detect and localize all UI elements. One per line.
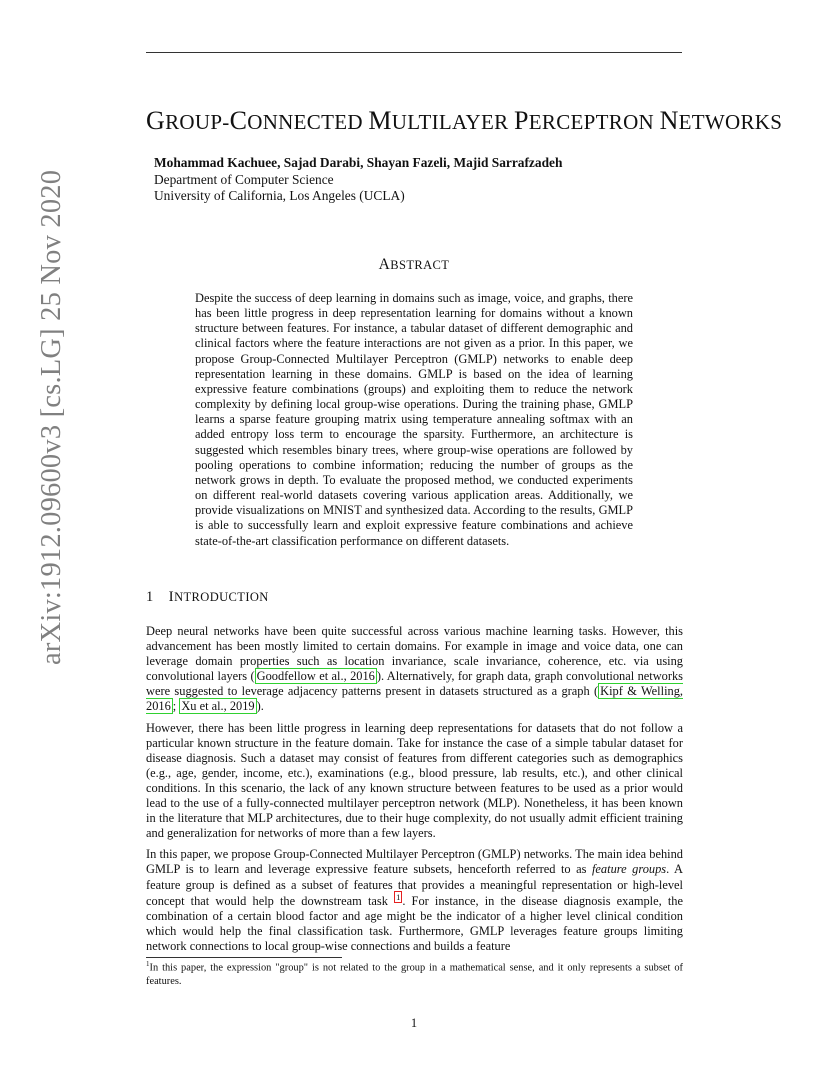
heading-rest: NTRODUCTION [174,590,269,604]
introduction-body [146,624,683,960]
header-rule [146,52,682,53]
section-heading-introduction [146,589,269,606]
text-run: . A feature group is defined as a subset of features that provides a meaningful representation or high-level concept that would help the downstream task [146,862,683,908]
citation-link[interactable]: Xu et al., 2019 [181,699,255,714]
title-cap: P [514,106,529,135]
arxiv-identifier-stamp: arXiv:1912.09600v3 [cs.LG] 25 Nov 2020 [36,169,67,665]
author-department: Department of Computer Science [154,171,334,187]
title-rest: ERCEPTRON [528,110,654,134]
section-number: 1 [146,589,154,605]
title-rest: ULTILAYER [391,110,509,134]
abstract-heading [0,256,828,274]
text-run: ). [256,699,264,714]
footnote-text: In this paper, the expression "group" is not related to the group in a mathematical sense, and it only represents a subset of features. [146,962,683,987]
paragraph [146,624,683,715]
title-cap: M [368,106,392,135]
footnote-rule [146,957,342,958]
author-names: Mohammad Kachuee, Sajad Darabi, Shayan Fazeli, Majid Sarrafzadeh [154,155,563,170]
footnote-mark: 1 [146,960,150,968]
citation-link[interactable]: Goodfellow et al., 2016 [256,669,375,684]
paragraph [146,847,683,954]
author-university: University of California, Los Angeles (UCLA) [154,188,405,203]
title-rest: ONNECTED [247,110,363,134]
title-sep: - [222,110,230,134]
text-run: ). Alternatively, for graph data, graph convolutional networks were suggested to leverage adjacency patterns present in datasets structured as a graph ( [146,669,683,699]
title-cap: N [659,106,679,135]
text-run: ; [172,699,180,714]
title-rest: ETWORKS [678,110,783,134]
title-cap: G [146,106,166,135]
heading-cap: I [168,589,175,605]
footnote [146,961,683,988]
text-run: Deep neural networks have been quite successful across various machine learning tasks. However, this advancement has been mostly limited to certain domains. For example in image and voice data, one can leverage domain properties such as location invariance, scale invariance, coherence, etc. via using convolutional layers ( [146,624,683,684]
heading-cap: A [378,256,391,273]
paper-title [146,106,786,136]
emphasis-text: feature groups [591,862,667,877]
citation-link[interactable]: Kipf & Welling, 2016 [146,684,683,714]
title-cap: C [229,106,248,135]
text-run: In this paper, we propose Group-Connected Multilayer Perceptron (GMLP) networks. The main idea behind GMLP is to learn and leverage expressive feature subsets, henceforth referred to as [146,847,683,877]
page-number: 1 [410,1016,418,1030]
title-rest: ROUP [165,110,223,134]
heading-rest: BSTRACT [390,258,450,272]
author-block [154,155,562,205]
footnote-reference-link[interactable]: 1 [396,891,401,902]
paragraph: However, there has been little progress in learning deep representations for datasets that do not follow a particular known structure in the feature domain. Take for instance the case of a simple tabular dataset for disease diagnosis. Such a dataset may consist of features from different categories such as demographics (e.g., age, gender, income, etc.), examinations (e.g., blood pressure, lab results, etc.), and other clinical conditions. In this scenario, the lack of any known structure between features to be used as a prior would lead to the use of a fully-connected multilayer perceptron network (MLP). Nonetheless, it has been known in the literature that MLP architectures, due to their huge complexity, do not usually admit efficient training and generalization for networks of more than a few layers. [146,720,683,841]
text-run: . For instance, in the disease diagnosis example, the combination of a certain blood factor and age might be the indicator of a higher level clinical condition which would help the final classification task. Furthermore, GMLP leverages feature groups limiting network connections to local group-wise connections and builds a feature [146,893,684,953]
abstract-text: Despite the success of deep learning in domains such as image, voice, and graphs, there has been little progress in deep representation learning for domains without a known structure between features. For instance, a tabular dataset of different demographic and clinical factors where the feature interactions are not given as a prior. In this paper, we propose Group-Connected Multilayer Perceptron (GMLP) networks to enable deep representation learning in these domains. GMLP is based on the idea of learning expressive feature combinations (groups) and exploiting them to reduce the network complexity by defining local group-wise operations. During the training phase, GMLP learns a sparse feature grouping matrix using temperature annealing softmax with an added entropy loss term to encourage the sparsity. Furthermore, an architecture is suggested which resembles binary trees, where group-wise operations are followed by pooling operations to combine information; reducing the number of groups as the network grows in depth. To evaluate the proposed method, we conducted experiments on different real-world datasets covering various application areas. Additionally, we provide visualizations on MNIST and synthesized data. According to the results, GMLP is able to successfully learn and exploit expressive feature combinations and achieve state-of-the-art classification performance on different datasets. [195,291,633,548]
